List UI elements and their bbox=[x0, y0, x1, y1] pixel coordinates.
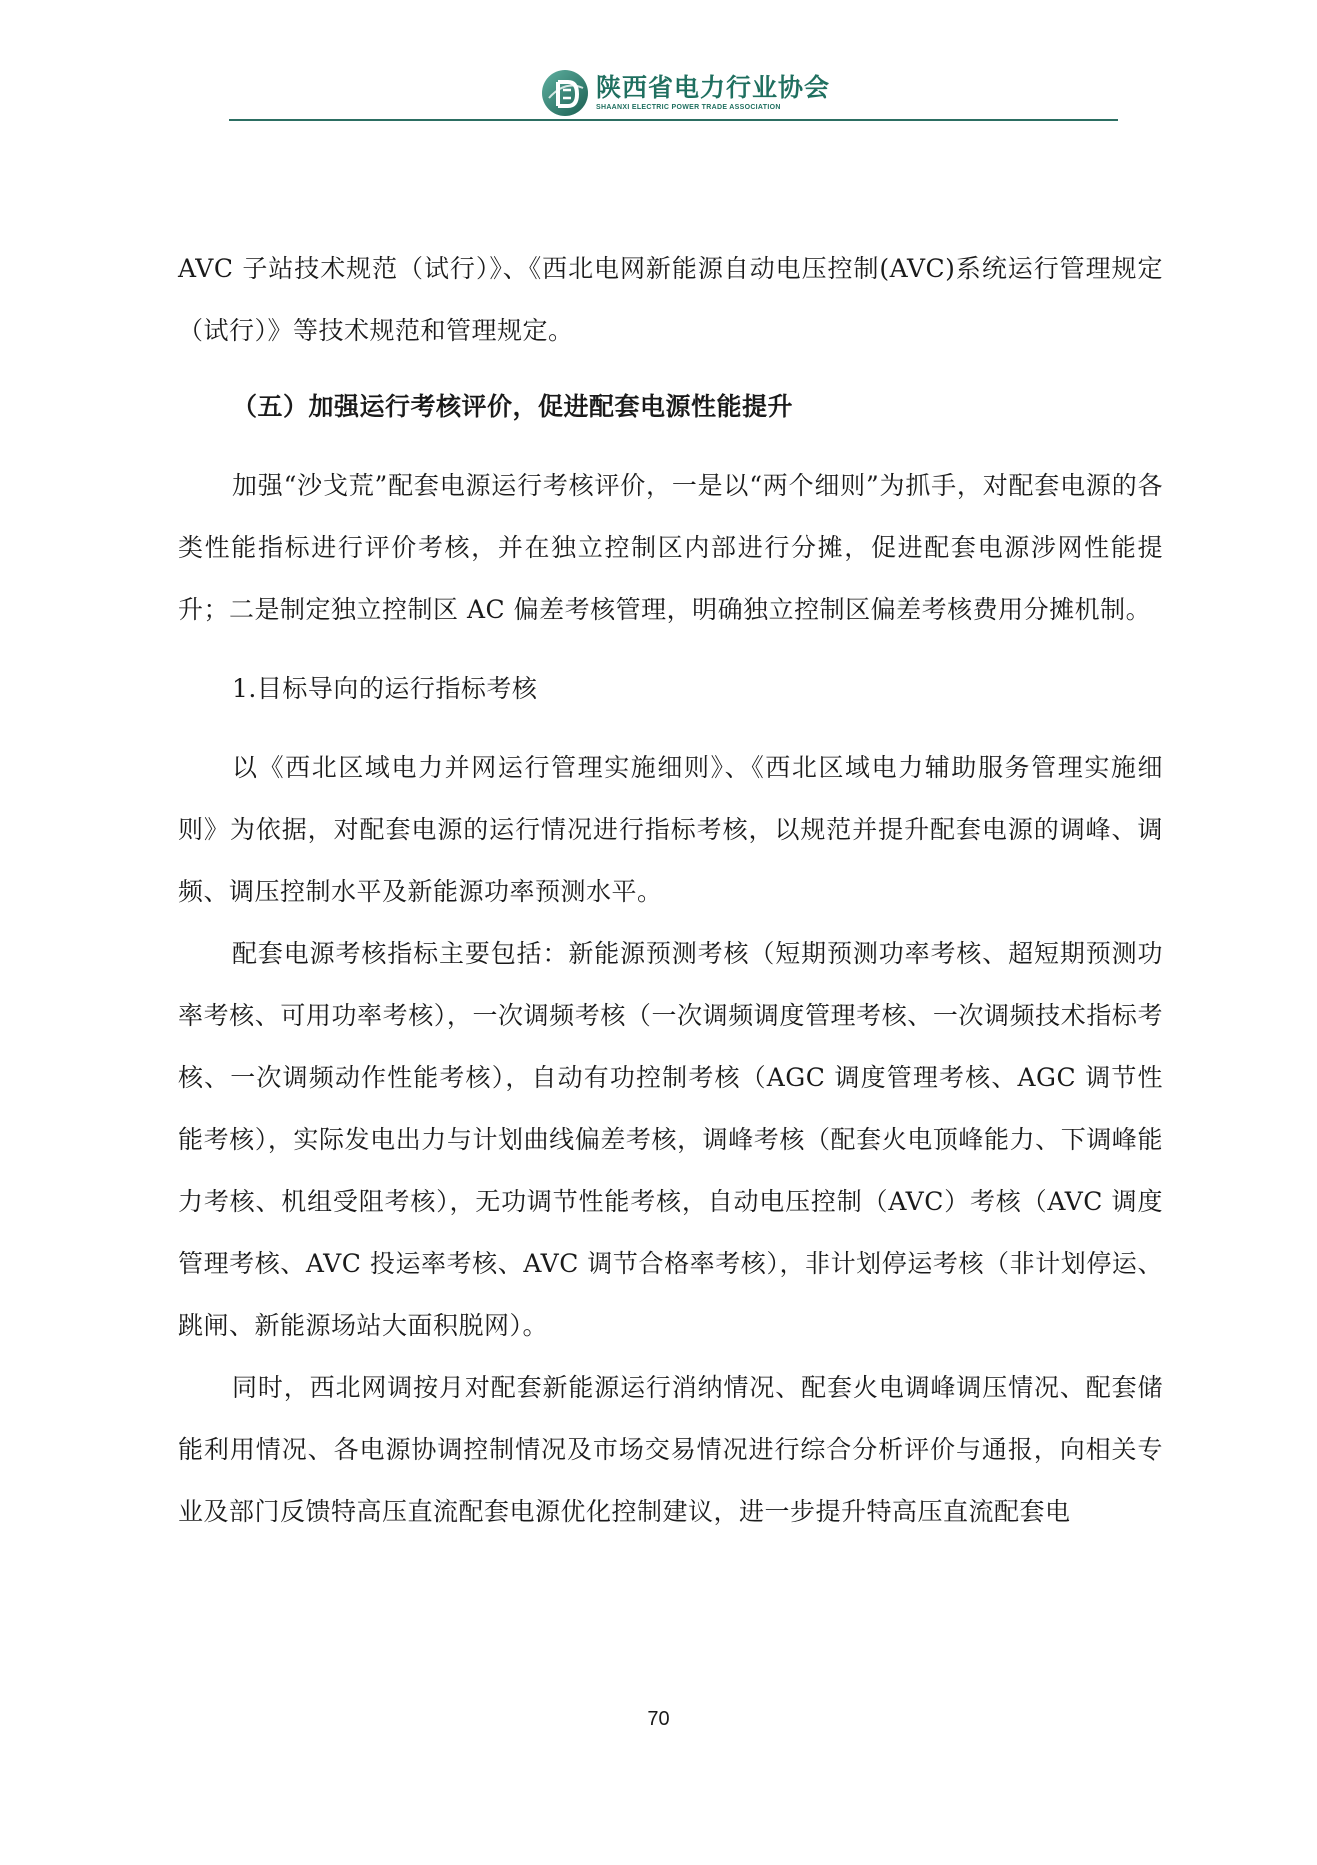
paragraph-monthly-evaluation: 同时，西北网调按月对配套新能源运行消纳情况、配套火电调峰调压情况、配套储能利用情况、各电源协调控制情况及市场交易情况进行综合分析评价与通报，向相关专业及部门反馈特高压直流配套电源优化控制建议，进一步提升特高压直流配套电 bbox=[178, 1373, 1163, 1526]
page-number: 70 bbox=[647, 1708, 670, 1730]
paragraph-assessment: 加强“沙戈荒”配套电源运行考核评价，一是以“两个细则”为抓手，对配套电源的各类性能指标进行评价考核，并在独立控制区内部进行分摊，促进配套电源涉网性能提升；二是制定独立控制区 AC 偏差考核管理，明确独立控制区偏差考核费用分摊机制。 bbox=[178, 471, 1163, 624]
paragraph-indicators: 配套电源考核指标主要包括：新能源预测考核（短期预测功率考核、超短期预测功率考核、可用功率考核），一次调频考核（一次调频调度管理考核、一次调频技术指标考核、一次调频动作性能考核），自动有功控制考核（AGC 调度管理考核、AGC 调节性能考核），实际发电出力与计划曲线偏差考核，调峰考核（配套火电顶峰能力、下调峰能力考核、机组受阻考核），无功调节性能考核，自动电压控制（AVC）考核（AVC 调度管理考核、AVC 投运率考核、AVC 调节合格率考核），非计划停运考核（非计划停运、跳闸、新能源场站大面积脱网）。 bbox=[178, 939, 1163, 1340]
paragraph-avc-spec: AVC 子站技术规范（试行）》、《西北电网新能源自动电压控制(AVC)系统运行管理规定（试行）》等技术规范和管理规定。 bbox=[178, 254, 1163, 345]
page-header bbox=[0, 62, 1317, 122]
section-heading-five: （五）加强运行考核评价，促进配套电源性能提升 bbox=[232, 392, 794, 421]
association-logo bbox=[540, 68, 830, 118]
org-name-en: SHAANXI ELECTRIC POWER TRADE ASSOCIATION bbox=[596, 104, 781, 111]
header-divider bbox=[229, 119, 1118, 121]
subheading-target-assessment: 1.目标导向的运行指标考核 bbox=[232, 674, 538, 703]
org-name-cn: 陕西省电力行业协会 bbox=[596, 73, 831, 102]
association-emblem-icon bbox=[540, 68, 590, 118]
paragraph-regulations: 以《西北区域电力并网运行管理实施细则》、《西北区域电力辅助服务管理实施细则》为依据，对配套电源的运行情况进行指标考核，以规范并提升配套电源的调峰、调频、调压控制水平及新能源功率预测水平。 bbox=[178, 753, 1163, 906]
page-body bbox=[178, 238, 1163, 1543]
